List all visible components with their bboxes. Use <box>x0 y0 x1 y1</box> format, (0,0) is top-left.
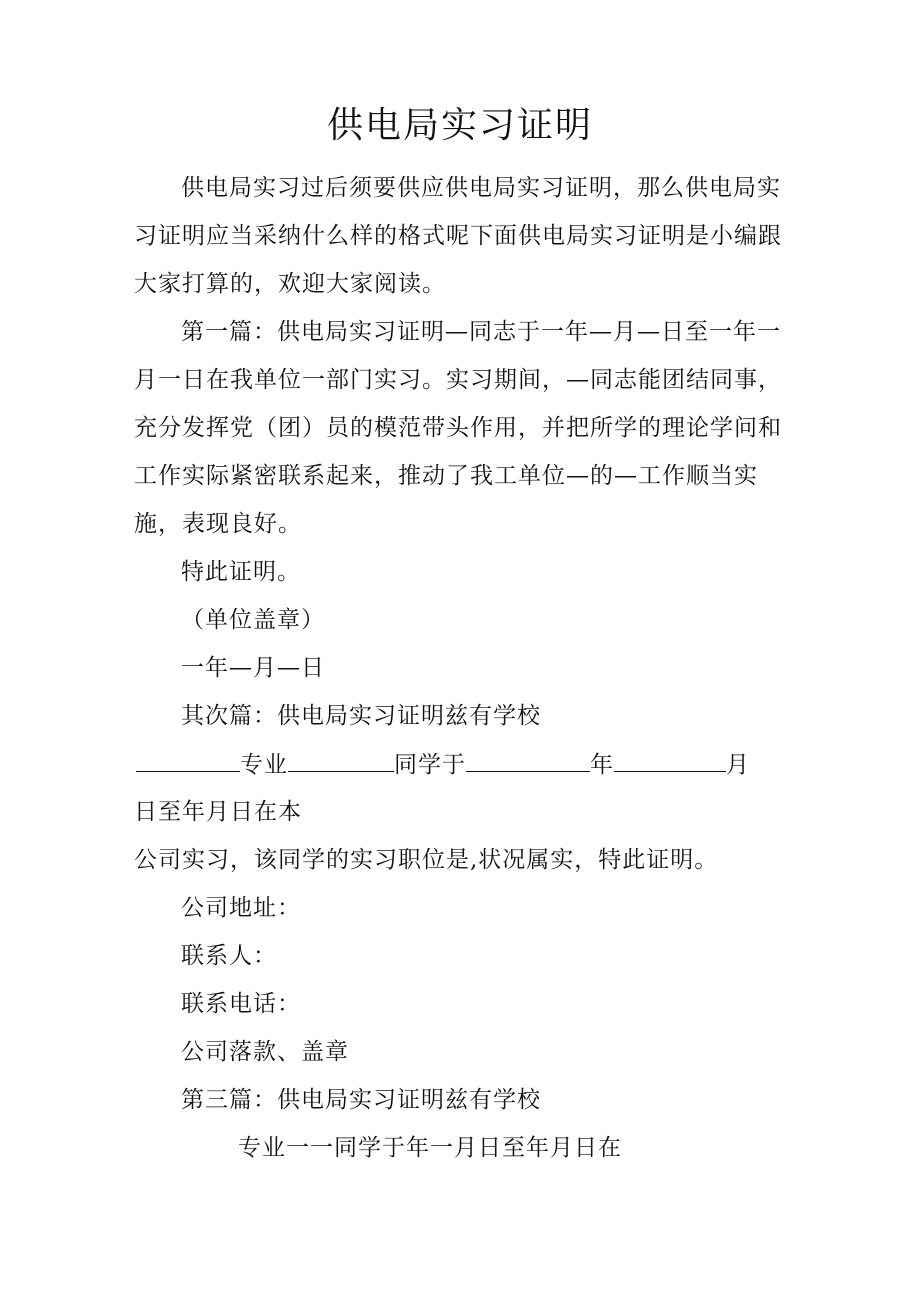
article2-line3: 公司实习，该同学的实习职位是,状况属实，特此证明。 <box>134 847 719 873</box>
fill-label-student: 同学于 <box>394 752 466 778</box>
fill-in-line <box>136 749 750 780</box>
company-stamp: 公司落款、盖章 <box>181 1039 349 1065</box>
fill-label-year: 年 <box>590 752 614 778</box>
seal-text: （单位盖章） <box>181 607 325 633</box>
fill-label-month: 月 <box>726 752 750 778</box>
certify-text: 特此证明。 <box>181 559 301 585</box>
contact-person: 联系人： <box>181 943 277 969</box>
intro-paragraph: 供电局实习过后须要供应供电局实习证明，那么供电局实习证明应当采纳什么样的格式呢下面供电局实习证明是小编跟大家打算的，欢迎大家阅读。 <box>134 175 782 297</box>
article3-heading: 第三篇：供电局实习证明兹有学校 <box>181 1087 541 1113</box>
article3-line1: 专业一一同学于年一月日至年月日在 <box>238 1135 622 1161</box>
blank-school <box>136 749 240 772</box>
page-title: 供电局实习证明 <box>326 105 593 146</box>
date-text: 一年—月—日 <box>181 655 325 681</box>
contact-phone: 联系电话： <box>181 991 301 1017</box>
company-address: 公司地址： <box>181 895 301 921</box>
blank-month <box>614 749 726 772</box>
blank-major <box>288 749 394 772</box>
fill-label-major: 专业 <box>240 752 288 778</box>
article2-heading: 其次篇：供电局实习证明兹有学校 <box>181 703 541 729</box>
blank-year <box>466 749 590 772</box>
article1-body: 第一篇：供电局实习证明—同志于一年—月—日至一年一月一日在我单位一部门实习。实习期间，—同志能团结同事，充分发挥党（团）员的模范带头作用，并把所学的理论学问和工作实际紧密联系起来，推动了我工单位—的—工作顺当实施，表现良好。 <box>134 319 782 537</box>
article2-line2: 日至年月日在本 <box>134 799 302 825</box>
